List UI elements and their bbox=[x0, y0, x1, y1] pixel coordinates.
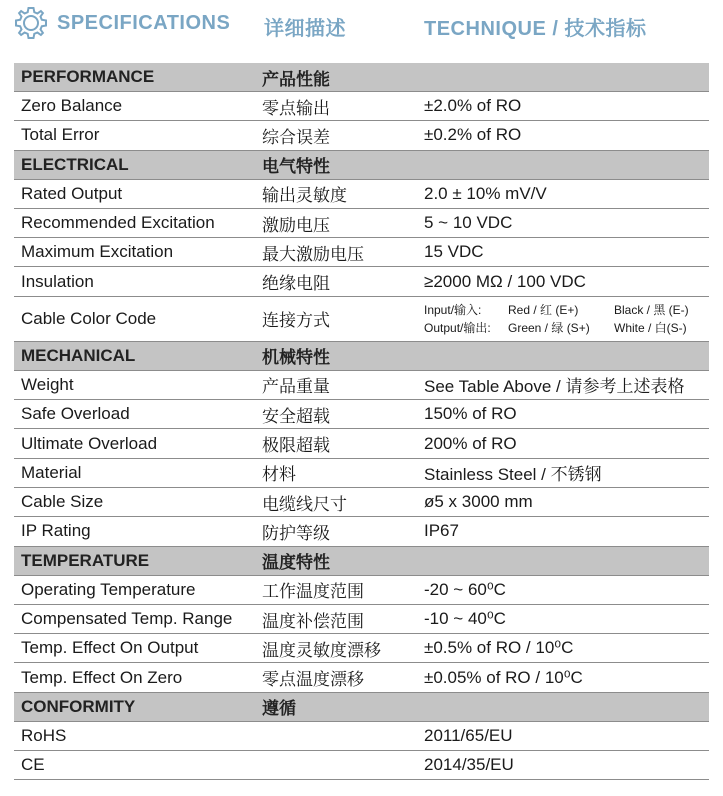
spec-label-cn: 安全超载 bbox=[262, 406, 330, 426]
spec-label-en: Cable Size bbox=[21, 492, 104, 512]
spec-label-cn: 绝缘电阻 bbox=[262, 274, 330, 294]
title-chinese: 详细描述 bbox=[264, 18, 346, 40]
spec-label-cn: 防护等级 bbox=[262, 523, 330, 543]
title-english: SPECIFICATIONS bbox=[57, 12, 231, 34]
spec-label-cn: 材料 bbox=[262, 465, 296, 485]
spec-value: 2011/65/EU bbox=[424, 725, 513, 745]
spec-label-cn: 极限超载 bbox=[262, 436, 330, 456]
cable-color-lines bbox=[424, 301, 689, 337]
spec-row bbox=[14, 121, 709, 150]
spec-row bbox=[14, 459, 709, 488]
section-title: TEMPERATURE bbox=[21, 550, 150, 570]
spec-row bbox=[14, 429, 709, 458]
spec-value: 2014/35/EU bbox=[424, 755, 514, 775]
cable-line bbox=[424, 319, 689, 337]
spec-label-cn: 零点输出 bbox=[262, 98, 330, 118]
spec-row bbox=[14, 751, 709, 780]
section-title-cn: 电气特性 bbox=[262, 157, 330, 177]
spec-row bbox=[14, 400, 709, 429]
gear-icon bbox=[14, 6, 48, 40]
spec-label-en: Material bbox=[21, 462, 82, 482]
spec-label-en: Maximum Excitation bbox=[21, 242, 174, 262]
spec-value: ≥2000 MΩ / 100 VDC bbox=[424, 271, 586, 291]
cable-label: Input/输入: bbox=[424, 302, 482, 317]
section-title: CONFORMITY bbox=[21, 696, 136, 716]
spec-value: ±2.0% of RO bbox=[424, 96, 522, 116]
spec-label-cn: 零点温度漂移 bbox=[262, 670, 364, 690]
cable-label: Output/输出: bbox=[424, 320, 491, 335]
spec-value: 150% of RO bbox=[424, 404, 517, 424]
section-header-row bbox=[14, 63, 709, 92]
spec-label-en: Ultimate Overload bbox=[21, 433, 158, 453]
spec-label-cn: 输出灵敏度 bbox=[262, 186, 347, 206]
spec-label-cn bbox=[262, 722, 422, 750]
spec-row bbox=[14, 371, 709, 400]
spec-label-en: Zero Balance bbox=[21, 96, 123, 116]
spec-value: Stainless Steel / 不锈钢 bbox=[424, 465, 602, 485]
cable-v1: Red / 红 (E+) bbox=[508, 302, 579, 317]
spec-row bbox=[14, 634, 709, 663]
section-title-cn: 产品性能 bbox=[262, 69, 330, 89]
section-title-cn: 机械特性 bbox=[262, 348, 330, 368]
spec-row bbox=[14, 297, 709, 342]
section-title: MECHANICAL bbox=[21, 345, 136, 365]
spec-value: 15 VDC bbox=[424, 242, 484, 262]
cable-v2: Black / 黑 (E-) bbox=[614, 302, 689, 317]
spec-label-en: Insulation bbox=[21, 271, 94, 291]
section-header-row bbox=[14, 693, 709, 722]
section-header-row bbox=[14, 547, 709, 576]
spec-value: 5 ~ 10 VDC bbox=[424, 213, 513, 233]
section-header-row bbox=[14, 342, 709, 371]
spec-label-en: Compensated Temp. Range bbox=[21, 609, 233, 628]
spec-label-en: CE bbox=[21, 755, 45, 775]
spec-label-cn: 温度补偿范围 bbox=[262, 611, 364, 631]
spec-label-en: Operating Temperature bbox=[21, 579, 196, 599]
spec-label-cn: 工作温度范围 bbox=[262, 582, 364, 602]
spec-label-en: Rated Output bbox=[21, 183, 123, 203]
section-title: ELECTRICAL bbox=[21, 154, 129, 174]
section-title-cn: 温度特性 bbox=[262, 553, 330, 573]
spec-row bbox=[14, 517, 709, 546]
spec-row bbox=[14, 209, 709, 238]
spec-label-en: Safe Overload bbox=[21, 404, 130, 424]
spec-label-en: Temp. Effect On Output bbox=[21, 638, 199, 658]
section-value bbox=[424, 693, 709, 721]
spec-value: -10 ~ 40⁰C bbox=[424, 609, 506, 628]
spec-row bbox=[14, 576, 709, 605]
spec-value: ±0.05% of RO / 10⁰C bbox=[424, 667, 583, 687]
spec-label-cn: 激励电压 bbox=[262, 215, 330, 235]
spec-label-cn: 产品重量 bbox=[262, 377, 330, 397]
spec-row bbox=[14, 605, 709, 634]
section-value bbox=[424, 63, 709, 91]
section-value bbox=[424, 151, 709, 179]
section-value bbox=[424, 342, 709, 370]
spec-header bbox=[0, 0, 723, 48]
section-value bbox=[424, 547, 709, 575]
spec-value: IP67 bbox=[424, 521, 459, 541]
spec-value: See Table Above / 请参考上述表格 bbox=[424, 377, 685, 397]
cable-v1: Green / 绿 (S+) bbox=[508, 320, 590, 335]
spec-value: -20 ~ 60⁰C bbox=[424, 579, 506, 599]
spec-row bbox=[14, 180, 709, 209]
spec-value: 2.0 ± 10% mV/V bbox=[424, 183, 547, 203]
cable-color-code bbox=[424, 297, 709, 341]
spec-row bbox=[14, 722, 709, 751]
spec-row bbox=[14, 488, 709, 517]
section-header-row bbox=[14, 151, 709, 180]
spec-label-en: Weight bbox=[21, 374, 74, 394]
spec-row bbox=[14, 267, 709, 296]
spec-label-en: Cable Color Code bbox=[21, 308, 157, 328]
spec-label-en: Total Error bbox=[21, 125, 100, 145]
spec-label-cn: 最大激励电压 bbox=[262, 244, 364, 264]
spec-label-cn bbox=[262, 751, 422, 779]
spec-row bbox=[14, 663, 709, 692]
section-title: PERFORMANCE bbox=[21, 67, 155, 86]
spec-label-cn: 温度灵敏度漂移 bbox=[262, 640, 381, 660]
title-technique: TECHNIQUE / 技术指标 bbox=[424, 18, 647, 40]
spec-label-cn: 电缆线尺寸 bbox=[262, 494, 347, 514]
spec-label-cn: 综合误差 bbox=[262, 127, 330, 147]
cable-v2: White / 白(S-) bbox=[614, 320, 687, 335]
spec-label-cn: 连接方式 bbox=[262, 311, 330, 331]
cable-line bbox=[424, 301, 689, 319]
spec-label-en: Recommended Excitation bbox=[21, 213, 215, 233]
spec-value: ±0.2% of RO bbox=[424, 125, 522, 145]
spec-label-en: IP Rating bbox=[21, 521, 91, 541]
specifications-table bbox=[14, 63, 709, 780]
section-title-cn: 遵循 bbox=[262, 699, 296, 719]
spec-label-en: RoHS bbox=[21, 725, 67, 745]
spec-value: ø5 x 3000 mm bbox=[424, 492, 533, 512]
spec-value: 200% of RO bbox=[424, 433, 517, 453]
spec-row bbox=[14, 92, 709, 121]
spec-row bbox=[14, 238, 709, 267]
spec-value: ±0.5% of RO / 10⁰C bbox=[424, 638, 574, 658]
spec-label-en: Temp. Effect On Zero bbox=[21, 667, 183, 687]
